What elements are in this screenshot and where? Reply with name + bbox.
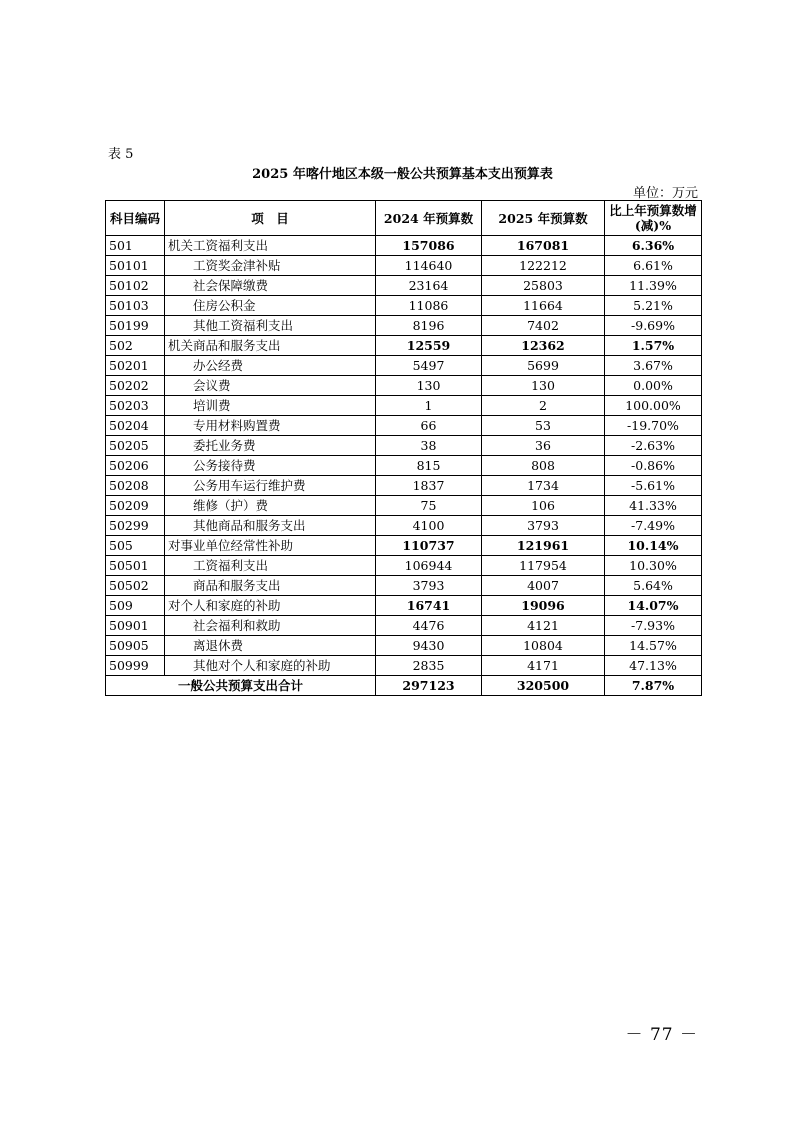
row-change-value: 3.67% (605, 356, 702, 376)
row-change-value: 5.64% (605, 576, 702, 596)
row-code: 50199 (106, 316, 165, 336)
table-row (106, 316, 702, 336)
row-code: 50299 (106, 516, 165, 536)
row-code: 509 (106, 596, 165, 616)
row-2024-value: 2835 (376, 656, 482, 676)
row-name: 专用材料购置费 (165, 416, 376, 436)
row-name: 社会福利和救助 (165, 616, 376, 636)
table-label: 表 5 (108, 147, 134, 162)
row-2025-value: 4007 (482, 576, 605, 596)
row-2025-value: 7402 (482, 316, 605, 336)
row-change-value: -7.49% (605, 516, 702, 536)
row-2025-value: 11664 (482, 296, 605, 316)
row-change-value: 47.13% (605, 656, 702, 676)
row-code: 50205 (106, 436, 165, 456)
table-row (106, 236, 702, 256)
table-row (106, 656, 702, 676)
row-code: 50901 (106, 616, 165, 636)
table-row (106, 256, 702, 276)
row-change-value: 0.00% (605, 376, 702, 396)
row-change-value: 6.36% (605, 236, 702, 256)
row-change-value: 1.57% (605, 336, 702, 356)
row-name: 其他工资福利支出 (165, 316, 376, 336)
table-row (106, 396, 702, 416)
row-2024-value: 66 (376, 416, 482, 436)
table-row (106, 376, 702, 396)
total-2024-value: 297123 (376, 676, 482, 696)
row-2025-value: 122212 (482, 256, 605, 276)
table-row (106, 616, 702, 636)
row-name: 办公经费 (165, 356, 376, 376)
row-2024-value: 106944 (376, 556, 482, 576)
row-name: 工资福利支出 (165, 556, 376, 576)
row-code: 50206 (106, 456, 165, 476)
row-2025-value: 117954 (482, 556, 605, 576)
row-code: 50202 (106, 376, 165, 396)
row-2024-value: 130 (376, 376, 482, 396)
row-2025-value: 10804 (482, 636, 605, 656)
header-2025-budget: 2025 年预算数 (482, 201, 605, 236)
row-code: 502 (106, 336, 165, 356)
row-change-value: 6.61% (605, 256, 702, 276)
total-change-value: 7.87% (605, 676, 702, 696)
row-2024-value: 23164 (376, 276, 482, 296)
row-2025-value: 2 (482, 396, 605, 416)
row-change-value: 10.14% (605, 536, 702, 556)
row-2024-value: 815 (376, 456, 482, 476)
table-row (106, 576, 702, 596)
row-2025-value: 121961 (482, 536, 605, 556)
row-2025-value: 3793 (482, 516, 605, 536)
row-change-value: 11.39% (605, 276, 702, 296)
row-code: 50502 (106, 576, 165, 596)
row-code: 50201 (106, 356, 165, 376)
row-name: 对事业单位经常性补助 (165, 536, 376, 556)
row-change-value: 41.33% (605, 496, 702, 516)
row-name: 对个人和家庭的补助 (165, 596, 376, 616)
row-name: 商品和服务支出 (165, 576, 376, 596)
row-name: 机关商品和服务支出 (165, 336, 376, 356)
total-label: 一般公共预算支出合计 (106, 676, 376, 696)
row-2025-value: 106 (482, 496, 605, 516)
row-change-value: -2.63% (605, 436, 702, 456)
table-row (106, 456, 702, 476)
table-row (106, 436, 702, 456)
row-2024-value: 75 (376, 496, 482, 516)
row-2025-value: 4121 (482, 616, 605, 636)
row-2025-value: 1734 (482, 476, 605, 496)
table-row (106, 556, 702, 576)
row-name: 培训费 (165, 396, 376, 416)
row-name: 离退休费 (165, 636, 376, 656)
row-change-value: -0.86% (605, 456, 702, 476)
row-name: 维修（护）费 (165, 496, 376, 516)
row-change-value: -7.93% (605, 616, 702, 636)
row-2024-value: 5497 (376, 356, 482, 376)
total-2025-value: 320500 (482, 676, 605, 696)
row-name: 委托业务费 (165, 436, 376, 456)
row-2025-value: 5699 (482, 356, 605, 376)
row-2025-value: 25803 (482, 276, 605, 296)
row-2025-value: 53 (482, 416, 605, 436)
row-code: 50209 (106, 496, 165, 516)
row-name: 其他对个人和家庭的补助 (165, 656, 376, 676)
table-row (106, 276, 702, 296)
row-2024-value: 1 (376, 396, 482, 416)
row-2025-value: 19096 (482, 596, 605, 616)
row-2025-value: 130 (482, 376, 605, 396)
row-2024-value: 4100 (376, 516, 482, 536)
row-code: 50905 (106, 636, 165, 656)
table-row (106, 336, 702, 356)
total-row (106, 676, 702, 696)
row-name: 公务用车运行维护费 (165, 476, 376, 496)
row-change-value: 10.30% (605, 556, 702, 576)
row-name: 机关工资福利支出 (165, 236, 376, 256)
table-row (106, 636, 702, 656)
row-code: 50102 (106, 276, 165, 296)
table-row (106, 496, 702, 516)
row-code: 50208 (106, 476, 165, 496)
table-body (106, 236, 702, 696)
table-row (106, 536, 702, 556)
row-code: 50101 (106, 256, 165, 276)
budget-table (105, 200, 702, 696)
row-2024-value: 8196 (376, 316, 482, 336)
row-code: 50203 (106, 396, 165, 416)
row-change-value: -19.70% (605, 416, 702, 436)
row-2024-value: 9430 (376, 636, 482, 656)
row-name: 住房公积金 (165, 296, 376, 316)
table-row (106, 596, 702, 616)
table-row (106, 476, 702, 496)
row-2025-value: 808 (482, 456, 605, 476)
row-name: 公务接待费 (165, 456, 376, 476)
row-change-value: 5.21% (605, 296, 702, 316)
row-code: 50501 (106, 556, 165, 576)
table-row (106, 416, 702, 436)
row-change-value: 100.00% (605, 396, 702, 416)
row-name: 社会保障缴费 (165, 276, 376, 296)
header-item: 项 目 (165, 201, 376, 236)
row-2024-value: 110737 (376, 536, 482, 556)
row-2025-value: 36 (482, 436, 605, 456)
page-number: － 77 － (625, 1025, 698, 1045)
header-change: 比上年预算数增(减)% (605, 201, 702, 236)
row-2024-value: 114640 (376, 256, 482, 276)
row-code: 50204 (106, 416, 165, 436)
row-2024-value: 1837 (376, 476, 482, 496)
table-row (106, 516, 702, 536)
row-code: 501 (106, 236, 165, 256)
row-2024-value: 38 (376, 436, 482, 456)
row-2024-value: 11086 (376, 296, 482, 316)
row-code: 50103 (106, 296, 165, 316)
row-change-value: -5.61% (605, 476, 702, 496)
table-row (106, 296, 702, 316)
header-code: 科目编码 (106, 201, 165, 236)
row-code: 50999 (106, 656, 165, 676)
row-change-value: 14.57% (605, 636, 702, 656)
row-name: 其他商品和服务支出 (165, 516, 376, 536)
row-2024-value: 3793 (376, 576, 482, 596)
header-2024-budget: 2024 年预算数 (376, 201, 482, 236)
row-change-value: 14.07% (605, 596, 702, 616)
row-change-value: -9.69% (605, 316, 702, 336)
table-header-row (106, 201, 702, 236)
row-2024-value: 16741 (376, 596, 482, 616)
row-name: 工资奖金津补贴 (165, 256, 376, 276)
row-name: 会议费 (165, 376, 376, 396)
row-2025-value: 167081 (482, 236, 605, 256)
document-title: 2025 年喀什地区本级一般公共预算基本支出预算表 (252, 167, 553, 182)
row-code: 505 (106, 536, 165, 556)
table-row (106, 356, 702, 376)
unit-label: 单位：万元 (632, 186, 698, 201)
row-2024-value: 4476 (376, 616, 482, 636)
row-2025-value: 4171 (482, 656, 605, 676)
row-2025-value: 12362 (482, 336, 605, 356)
row-2024-value: 12559 (376, 336, 482, 356)
row-2024-value: 157086 (376, 236, 482, 256)
